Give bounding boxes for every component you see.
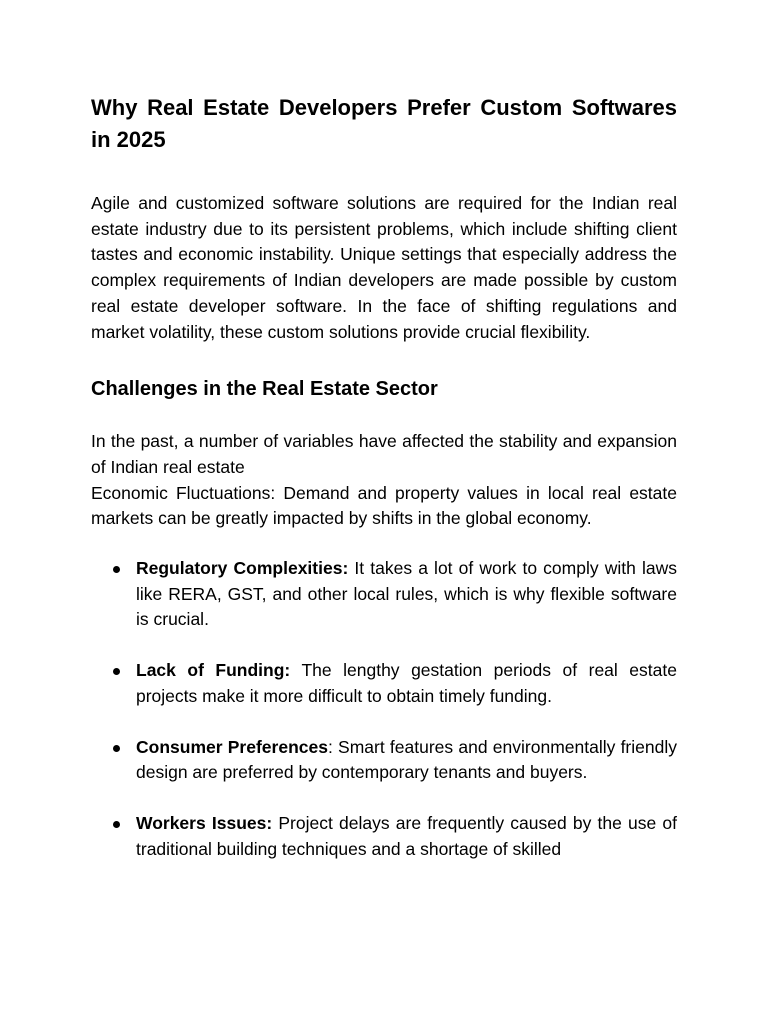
bullet-icon	[113, 566, 120, 573]
bullet-icon	[113, 821, 120, 828]
bullet-term: Regulatory Complexities:	[136, 558, 349, 579]
list-item	[91, 556, 677, 633]
list-item	[91, 658, 677, 709]
bullet-text: : Smart features and environmentally friendly design are preferred by contemporary tenants and buyers.	[136, 736, 677, 783]
bullet-term: Lack of Funding:	[136, 660, 291, 681]
list-item	[91, 811, 677, 862]
intro-paragraph: Agile and customized software solutions are required for the Indian real estate industry due to its persistent problems, which include shifting client tastes and economic instability. Unique settings that especially address the complex requirements of Indian developers are made possible by custom real estate developer software. In the face of shifting regulations and market volatility, these custom solutions provide crucial flexibility.	[91, 193, 677, 342]
document-page	[91, 92, 677, 887]
bullet-text: The lengthy gestation periods of real estate projects make it more difficult to obtain timely funding.	[136, 660, 677, 706]
section-paragraph-2: Economic Fluctuations: Demand and property values in local real estate markets can be greatly impacted by shifts in the global economy.	[91, 482, 677, 529]
document-title: Why Real Estate Developers Prefer Custom Softwares in 2025	[91, 95, 677, 152]
section-paragraph-1: In the past, a number of variables have affected the stability and expansion of Indian real estate	[91, 431, 677, 477]
bullet-icon	[113, 745, 120, 752]
bullet-text: It takes a lot of work to comply with laws like RERA, GST, and other local rules, which is why flexible software is crucial.	[136, 558, 677, 630]
bullet-term: Consumer Preferences	[136, 736, 328, 757]
bullet-term: Workers Issues:	[136, 812, 273, 833]
bullet-icon	[113, 668, 120, 675]
section-heading: Challenges in the Real Estate Sector	[91, 378, 438, 401]
bullet-text: Project delays are frequently caused by the use of traditional building techniques and a shortage of skilled	[136, 812, 677, 859]
challenges-list	[91, 556, 677, 862]
list-item	[91, 735, 677, 786]
